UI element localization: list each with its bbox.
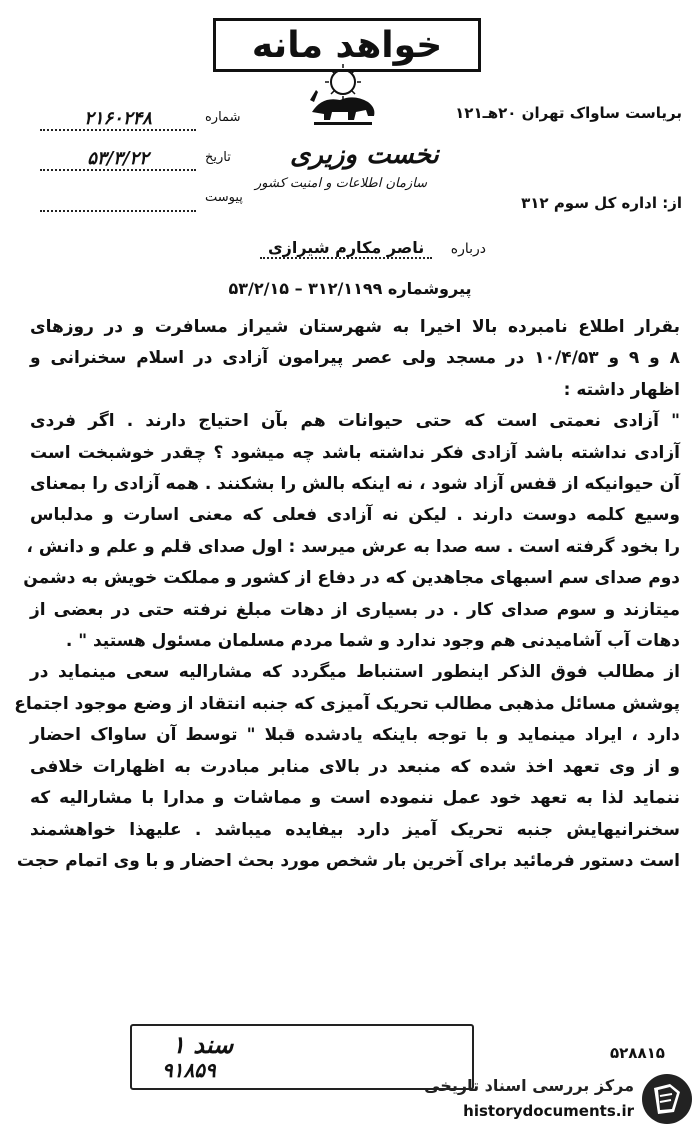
watermark-title: مرکز بررسی اسناد تاریخی [424, 1076, 634, 1095]
attachment-field [40, 192, 196, 212]
number-field: ۲۱۶۰۲۴۸ [40, 108, 196, 131]
watermark [424, 1068, 698, 1128]
body-line: آزادی نداشته باشد آزادی فکر نداشته باشد چه میشود ؟ چقدر خوشبخت است [30, 442, 680, 463]
body-line: پوشش مسائل مذهبی مطالب تحریک آمیزی که جنبه انتقاد از وضع موجود اجتماع [14, 693, 680, 714]
body-line: را بخود گرفته است . سه صدا به عرش میرسد : اول صدای قلم و علم و دانش ، [26, 536, 680, 557]
reference-number: ۵۲۸۸۱۵ [610, 1044, 665, 1062]
date-field: ۵۳/۳/۲۲ [40, 148, 196, 171]
body-line: است دستور فرمائید برای آخرین بار شخص مورد بحث احضار و با وی اتمام حجت [16, 850, 680, 871]
body-line: دهات آب آشامیدنی هم وجود ندارد و شما مردم مسلمان مسئول هستید " . [65, 631, 680, 652]
body-line: دوم صدای سم اسبهای مجاهدین که در دفاع از کشور و مملکت خویش به دشمن [23, 568, 680, 589]
watermark-url: historydocuments.ir [463, 1102, 634, 1120]
body-line: ۸ و ۹ و ۱۰/۴/۵۳ در مسجد ولی عصر پیرامون آزادی در اسلام سخنرانی و [30, 348, 680, 369]
number-label: شماره [205, 110, 241, 125]
archive-stamp-line2: ۹۱۸۵۹ [162, 1058, 216, 1082]
body-line: " آزادی نعمتی است که حتی حیوانات هم بآن احتیاج دارند . اگر فردی [30, 411, 680, 432]
subject-line [260, 238, 486, 257]
classification-stamp: خواهد مانه [213, 18, 481, 72]
attachment-label: پیوست [205, 190, 243, 205]
body-line: و از وی تعهد اخذ شده که منبعد در بالای منابر مبادرت به اظهارات خلافی [30, 756, 680, 777]
archive-stamp-line1: سند ۱ [172, 1030, 234, 1059]
body-line: میتازند و سوم صدای کار . در بسیاری از دهات مبلغ نرفته حتی در بعضی از [30, 599, 680, 620]
body-line: بقرار اطلاع نامبرده بالا اخیرا به شهرستان شیراز مسافرت و در روزهای [30, 317, 680, 337]
body-line: سخنرانیهایش جنبه تحریک آمیز دارد بیفایده میباشد . علیهذا خواهشمند [30, 819, 680, 840]
report-body [14, 312, 680, 877]
body-line: وسیع کلمه دوست دارند . لیکن نه آزادی فعلی که معنی اسارت و مدلباس [30, 505, 680, 526]
lion-and-sun-emblem [302, 60, 384, 130]
body-line: از مطالب فوق الذکر اینطور استنباط میگردد که مشارالیه سعی مینماید در [30, 662, 680, 683]
body-line: آن حیوانیکه از قفس آزاد شود ، نه اینکه بالش را بشکنند . همه آزادی را بمعنای [30, 474, 680, 495]
body-line: اظهار داشته : [563, 379, 680, 400]
body-line: ننماید لذا به تعهد خود عمل ننموده است و مماشات و مدارا با مشارالیه که [30, 788, 680, 809]
from-line: از: اداره کل سوم ۳۱۲ [521, 194, 682, 212]
ministry-title: نخست وزیری [290, 140, 439, 170]
archive-stamp [130, 1024, 474, 1090]
addressee-line: بریاست ساواک تهران ۲۰هـ۱۲۱ [455, 104, 682, 122]
follow-up-reference: پیروشماره ۳۱۲/۱۱۹۹ – ۵۳/۲/۱۵ [228, 279, 472, 298]
agency-title: سازمان اطلاعات و امنیت کشور [255, 176, 428, 191]
body-line: دارد ، ایراد مینماید و با توجه باینکه یادشده قبلا " توسط آن ساواک احضار [30, 725, 680, 746]
subject-label: درباره [450, 241, 486, 257]
archive-logo-icon [640, 1072, 694, 1126]
date-label: تاریخ [205, 150, 231, 165]
subject-value: ناصر مکارم شیرازی [260, 238, 432, 259]
